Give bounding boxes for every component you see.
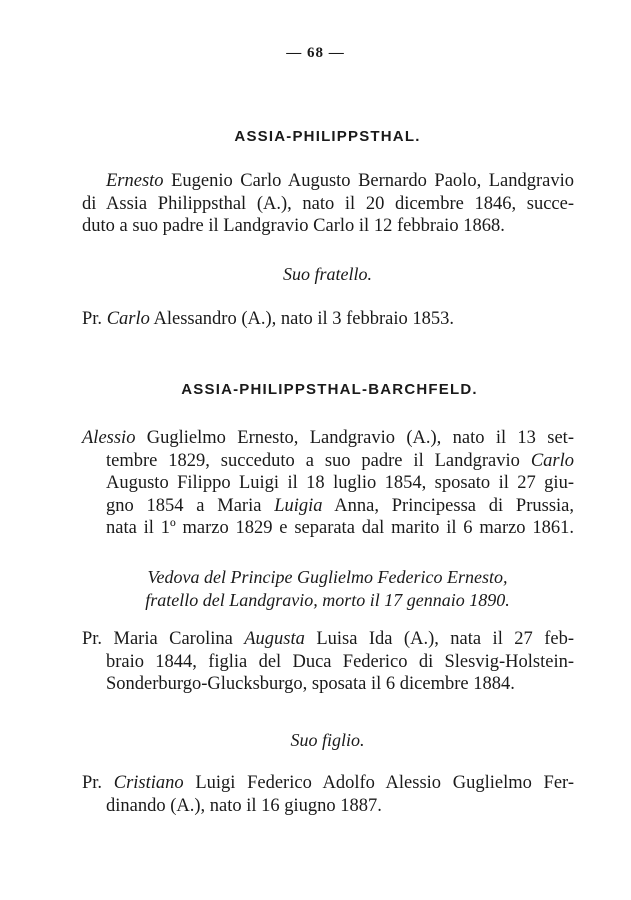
entry-cristiano [82,772,574,817]
text-fragment: Luisa Ida (A.), nata il 27 feb- [304,629,574,649]
text-line [82,772,574,795]
text-line [82,495,574,518]
text-fragment: gno 1854 a Maria [106,495,275,516]
text-fragment: Luigi Federico Adolfo Alessio Guglielmo Fer- [183,773,574,793]
italic-name: Ernesto [106,171,164,191]
text-line: Augusto Filippo Luigi il 18 luglio 1854, sposato il 27 giu- [106,473,574,493]
text-line [82,427,574,450]
caption-line: fratello del Landgravio, morto il 17 gennaio 1890. [145,590,510,610]
italic-name: Augusta [244,629,305,649]
page-number: — 68 — [286,45,345,61]
text-line: braio 1844, figlia del Duca Federico di Slesvig-Holstein- [106,651,574,672]
text-line [82,628,574,651]
text-fragment: Eugenio Carlo Augusto Bernardo Paolo, Landgravio [163,171,574,191]
text-fragment: Pr. [82,309,107,329]
widow-caption [12,566,631,612]
italic-name: Luigia [274,495,323,516]
text-fragment: Alessandro (A.), nato il 3 febbraio 1853. [149,309,455,329]
text-line [82,308,574,331]
text-line: di Assia Philippsthal (A.), nato il 20 dicembre 1846, succe- [82,193,574,214]
italic-name: Carlo [530,450,575,471]
text-line: duto a suo padre il Landgravio Carlo il 12 febbraio 1868. [82,216,505,236]
section-title-assia-philippsthal: ASSIA-PHILIPPSTHAL. [234,128,421,145]
italic-name: Carlo [106,309,150,329]
text-line [82,170,574,193]
text-fragment: Anna, Principessa di Prussia, [322,495,574,516]
entry-ernesto [82,170,574,238]
text-line: dinando (A.), nato il 16 giugno 1887. [106,795,382,816]
italic-name: Cristiano [113,773,184,793]
text-fragment: Pr. Maria Carolina [82,629,245,649]
text-fragment: tembre 1829, succeduto a suo padre il Landgravio [106,450,520,471]
italic-name: Alessio [82,428,136,448]
text-fragment: Pr. [82,773,114,793]
text-line [82,450,574,473]
section-title-assia-philippsthal-barchfeld: ASSIA-PHILIPPSTHAL-BARCHFELD. [181,381,478,398]
subheading-suo-figlio: Suo figlio. [290,730,365,750]
entry-maria-carolina [82,628,574,696]
subheading-suo-fratello: Suo fratello. [283,264,372,284]
caption-line: Vedova del Principe Guglielmo Federico Ernesto, [147,567,508,587]
text-line: nata il 1º marzo 1829 e separata dal marito il 6 marzo 1861. [106,518,574,538]
entry-alessio [82,427,574,540]
entry-carlo [82,308,574,331]
text-fragment: Guglielmo Ernesto, Landgravio (A.), nato il 13 set- [135,428,574,448]
text-line: Sonderburgo-Glucksburgo, sposata il 6 dicembre 1884. [106,674,515,694]
